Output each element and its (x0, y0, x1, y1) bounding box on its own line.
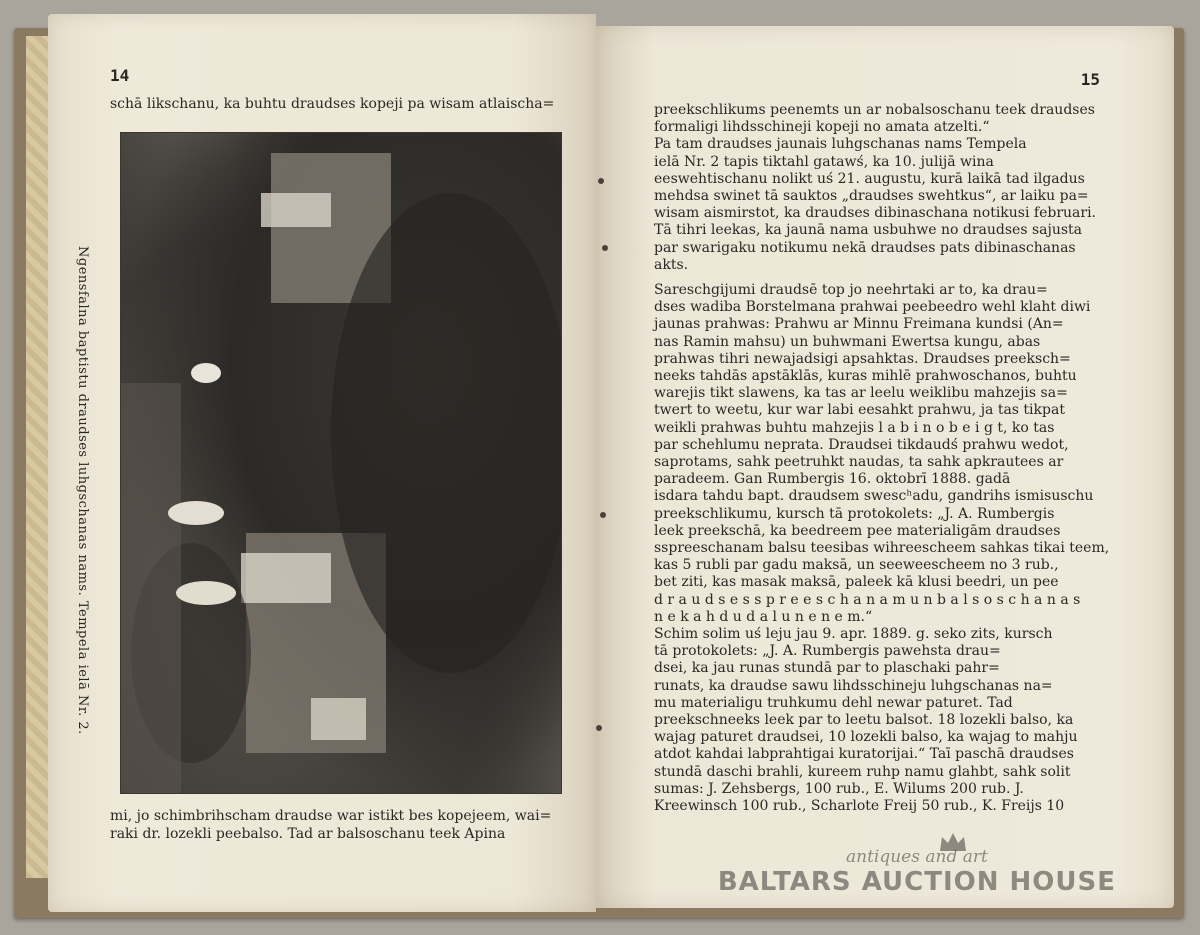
text-line: wajag paturet draudsei, 10 lozekli balso, ka wajag to mahju (654, 729, 1078, 746)
text-line: sspreeschanam balsu teesibas wihreescheem sahkas tikai teem, (654, 540, 1110, 556)
text-line: preekschlikums peenemts un ar nobalsoschanu teek draudses (654, 102, 1095, 118)
text-line: sumas: J. Zehsbergs, 100 rub., E. Wilums 200 rub. J. (654, 780, 1024, 797)
text-line: preekschneeks leek par to leetu balsot. 18 lozekli balso, ka (654, 712, 1074, 728)
building-illustration (121, 133, 561, 793)
text-line: Tā tihri leekas, ka jaunā nama usbuhwe no draudses sajusta (654, 222, 1083, 239)
watermark-tagline: antiques and art (846, 847, 988, 867)
text-line: raki dr. lozekli peebalso. Tad ar balsoschanu teek Apina (110, 826, 506, 842)
page-number: 15 (1080, 70, 1100, 89)
text-line: saprotams, sahk peetruhkt naudas, ta sahk apkrautees ar (654, 454, 1064, 470)
text-line: wisam aismirstot, ka draudses dibinaschana notikusi februari. (654, 205, 1097, 222)
text-line: weikli prahwas buhtu mahzejis l a b i n o b e i g t, ko tas (654, 419, 1055, 436)
text-line: preekschlikumu, kursch tā protokolets: „J. A. Rumbergis (654, 505, 1055, 522)
text-line: ielā Nr. 2 tapis tiktahl gatawś, ka 10. julijā wina (654, 153, 994, 170)
text-line: Pa tam draudses jaunais luhgschanas nams Tempela (654, 136, 1027, 153)
text-line: twert to weetu, kur war labi eesahkt prahwu, ja tas tikpat (654, 402, 1065, 419)
text-line: schā likschanu, ka buhtu draudses kopeji pa wisam atlaischa= (110, 96, 555, 112)
text-line: prahwas tihri newajadsigi apsahktas. Draudses preeksch= (654, 350, 1071, 367)
text-line: kas 5 rubli par gadu maksā, un seeweescheem no 3 rub., (654, 557, 1059, 574)
text-line: mi, jo schimbrihscham draudse war istikt bes kopejeem, wai= (110, 808, 552, 824)
watermark-brand: BALTARS AUCTION HOUSE (717, 867, 1116, 897)
text-line: akts. (654, 256, 689, 273)
binding-stitch (596, 725, 602, 731)
text-line: leek preekschā, ka beedreem pee materialigām draudses (654, 522, 1061, 539)
text-line: nas Ramin mahsu) un buhwmani Ewertsa kungu, abas (654, 333, 1041, 350)
text-line: tā protokolets: „J. A. Rumbergis pawehsta drau= (654, 643, 1001, 660)
text-line: neeks tahdās apstāklās, kuras mihlē prahwoschanos, buhtu (654, 368, 1077, 384)
text-line: runats, ka draudse sawu lihdsschineju luhgschanas na= (654, 677, 1053, 694)
text-line: jaunas prahwas: Prahwu ar Minnu Freimana kundsi (An= (654, 316, 1064, 333)
text-line: d r a u d s e s s p r e e s c h a n a m u n b a l s o s c h a n a s (654, 591, 1081, 608)
text-line: dsei, ka jau runas stundā par to plaschaki pahr= (654, 660, 1000, 677)
text-line: eeswehtischanu nolikt uś 21. augustu, kurā laikā tad ilgadus (654, 170, 1085, 187)
text-line: paradeem. Gan Rumbergis 16. oktobrī 1888. gadā (654, 471, 1011, 488)
church-photograph (120, 132, 562, 794)
text-line: par schehlumu neprata. Draudsei tikdaudś prahwu wedot, (654, 436, 1069, 453)
text-line: Sareschgijumi draudsē top jo neehrtaki ar to, ka drau= (654, 282, 1048, 298)
text-line: dses wadiba Borstelmana prahwai peebeedro wehl klaht diwi (654, 299, 1091, 316)
left-page (48, 14, 596, 912)
binding-stitch (600, 512, 606, 518)
text-line: atdot kahdai labprahtigai kuratorijai.“ Taī paschā draudses (654, 746, 1074, 763)
page-number: 14 (110, 66, 130, 85)
text-line: formaligi lihdsschineji kopeji no amata atzelti.“ (654, 119, 990, 136)
text-line: Kreewinsch 100 rub., Scharlote Freij 50 rub., K. Freijs 10 (654, 798, 1065, 814)
photo-caption: Ngensfalna baptistu draudses luhgschanas nams. Tempela ielā Nr. 2. (75, 246, 90, 735)
text-line: bet ziti, kas masak maksā, paleek kā klusi beedri, un pee (654, 574, 1059, 591)
text-line: mehdsa swinet tā sauktos „draudses swehtkus“, ar laiku pa= (654, 188, 1089, 204)
text-line: stundā daschi brahli, kureem ruhp namu glahbt, sahk solit (654, 763, 1071, 780)
text-line: isdara tahdu bapt. draudsem swescʰadu, gandrihs ismisuschu (654, 488, 1094, 505)
text-line: mu materialigu truhkumu dehl newar paturet. Tad (654, 694, 1013, 711)
right-page (596, 26, 1174, 908)
binding-stitch (598, 178, 604, 184)
text-line: warejis tikt slawens, ka tas ar leelu weiklibu mahzejis sa= (654, 385, 1068, 402)
text-line: Schim solim uś leju jau 9. apr. 1889. g. seko zits, kursch (654, 626, 1053, 642)
text-line: par swarigaku notikumu nekā draudses pats dibinaschanas (654, 239, 1076, 256)
binding-stitch (602, 245, 608, 251)
auction-watermark (718, 847, 1116, 897)
text-line: n e k a h d u d a l u n e n e m.“ (654, 608, 873, 625)
